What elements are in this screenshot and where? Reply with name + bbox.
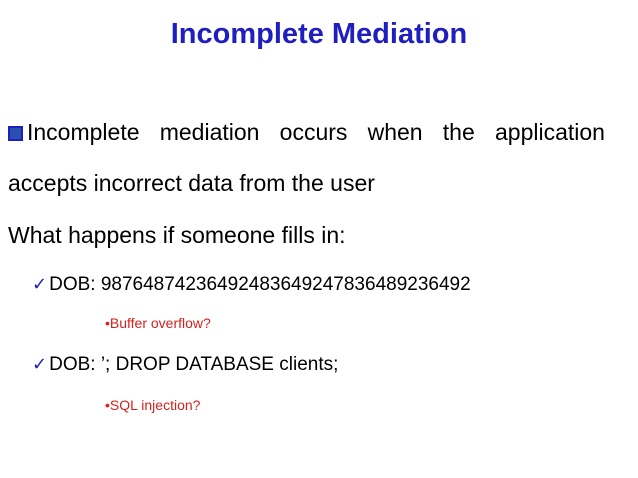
example-note-1: •Buffer overflow? xyxy=(105,315,211,331)
intro-word-2: mediation xyxy=(159,119,260,145)
example-item-2 xyxy=(32,352,338,378)
slide-title: Incomplete Mediation xyxy=(170,18,468,50)
intro-word-5: the xyxy=(442,119,475,145)
intro-word-1: Incomplete xyxy=(8,117,140,147)
checkmark-icon: ✓ xyxy=(32,354,48,375)
example-item-1 xyxy=(32,272,471,298)
intro-word-6: application xyxy=(494,119,605,145)
intro-line xyxy=(8,117,605,147)
example-text-1: DOB: 98764874236492483649247836489236492 xyxy=(49,274,471,295)
intro-word-3: occurs xyxy=(279,119,348,145)
checkmark-icon: ✓ xyxy=(32,274,48,295)
example-text-2: DOB: ’; DROP DATABASE clients; xyxy=(49,354,339,375)
question-text: What happens if someone fills in: xyxy=(8,222,346,248)
square-bullet-icon xyxy=(8,126,23,141)
example-note-2: •SQL injection? xyxy=(105,397,201,413)
intro-word-4: when xyxy=(367,119,423,145)
intro-continuation: accepts incorrect data from the user xyxy=(8,170,375,196)
